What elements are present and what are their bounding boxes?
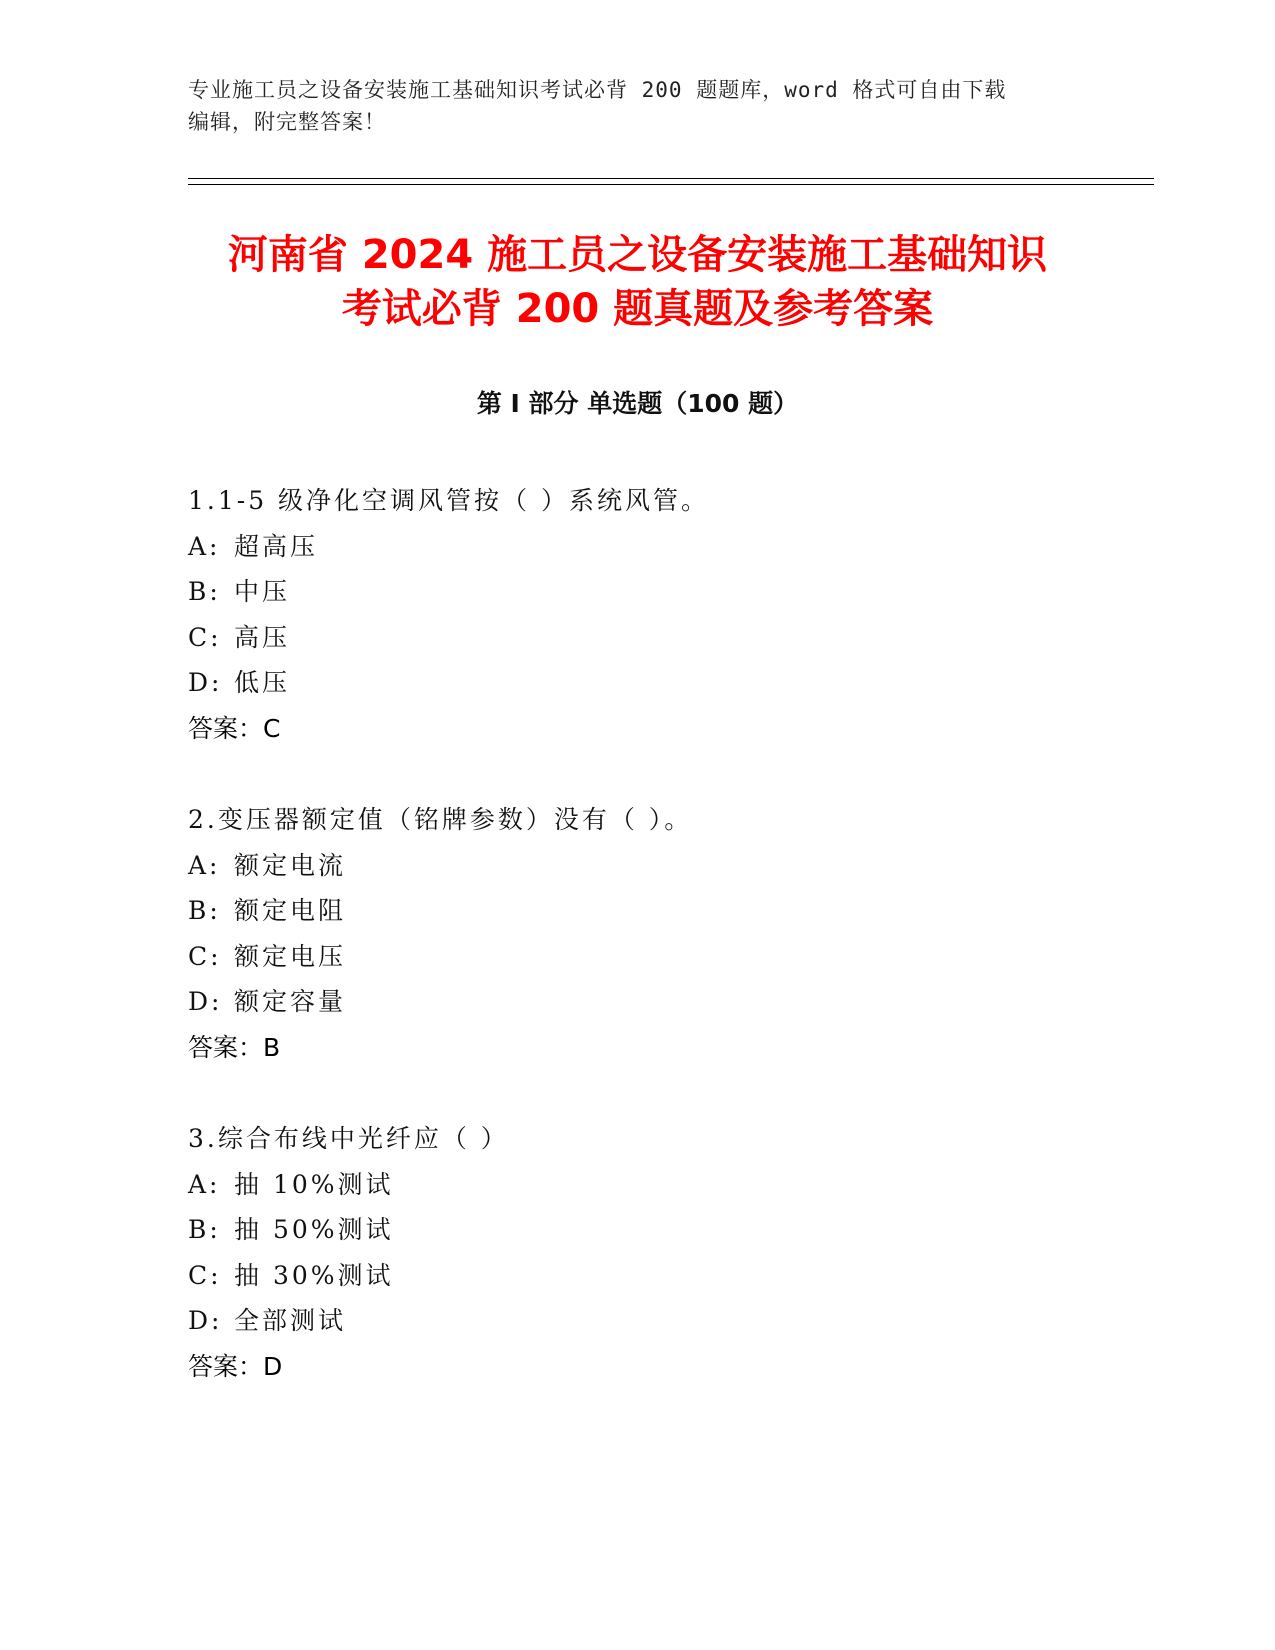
option-letter: D: xyxy=(188,987,223,1016)
option-c xyxy=(188,1253,1148,1299)
option-b xyxy=(188,1207,1148,1253)
option-text: 中压 xyxy=(234,577,291,606)
header-note-line-2: 编辑，附完整答案！ xyxy=(188,110,386,134)
option-text: 低压 xyxy=(234,668,291,697)
header-divider-bottom xyxy=(188,184,1154,185)
option-text: 额定电压 xyxy=(234,941,347,971)
option-letter: A: xyxy=(188,531,221,561)
option-letter: D: xyxy=(188,1306,223,1335)
option-text: 高压 xyxy=(234,622,291,652)
option-text: 全部测试 xyxy=(234,1306,347,1335)
header-note-line-1: 专业施工员之设备安装施工基础知识考试必背 200 题题库，word 格式可自由下载 xyxy=(188,78,1007,102)
option-text: 抽 10%测试 xyxy=(234,1169,394,1199)
option-text: 抽 50%测试 xyxy=(234,1215,394,1244)
answer-line: 答案：C xyxy=(188,713,281,743)
option-text: 额定电阻 xyxy=(234,896,347,925)
option-letter: B: xyxy=(188,577,221,606)
option-text: 抽 30%测试 xyxy=(234,1260,394,1290)
answer-line: 答案：D xyxy=(188,1351,283,1381)
answer-line: 答案：B xyxy=(188,1032,281,1062)
option-letter: C: xyxy=(188,622,222,652)
option-d xyxy=(188,1298,1148,1344)
document-title-line-1: 河南省 2024 施工员之设备安装施工基础知识 xyxy=(227,232,1048,278)
option-a xyxy=(188,843,1148,889)
question-2 xyxy=(188,797,1148,1070)
option-a xyxy=(188,1162,1148,1208)
question-stem: 1.1-5 级净化空调风管按（ ）系统风管。 xyxy=(188,486,710,515)
header-note xyxy=(188,74,1088,138)
option-letter: A: xyxy=(188,850,221,880)
option-text: 超高压 xyxy=(234,531,319,561)
question-stem: 3.综合布线中光纤应（ ） xyxy=(188,1124,509,1153)
option-text: 额定电流 xyxy=(234,850,347,880)
header-divider-top xyxy=(188,178,1154,179)
option-c xyxy=(188,934,1148,980)
option-d xyxy=(188,660,1148,706)
document-title xyxy=(0,228,1275,336)
option-letter: B: xyxy=(188,1215,221,1244)
option-b xyxy=(188,569,1148,615)
option-c xyxy=(188,615,1148,661)
question-3 xyxy=(188,1116,1148,1389)
option-letter: A: xyxy=(188,1169,221,1199)
question-stem: 2.变压器额定值（铭牌参数）没有（ ）。 xyxy=(188,805,693,834)
option-b xyxy=(188,888,1148,934)
option-letter: B: xyxy=(188,896,221,925)
question-1 xyxy=(188,478,1148,751)
option-d xyxy=(188,979,1148,1025)
option-letter: C: xyxy=(188,941,222,971)
document-title-line-2: 考试必背 200 题真题及参考答案 xyxy=(341,286,934,332)
section-heading: 第 I 部分 单选题（100 题） xyxy=(476,389,799,418)
option-a xyxy=(188,524,1148,570)
option-text: 额定容量 xyxy=(234,987,347,1016)
option-letter: C: xyxy=(188,1260,222,1290)
option-letter: D: xyxy=(188,668,223,697)
